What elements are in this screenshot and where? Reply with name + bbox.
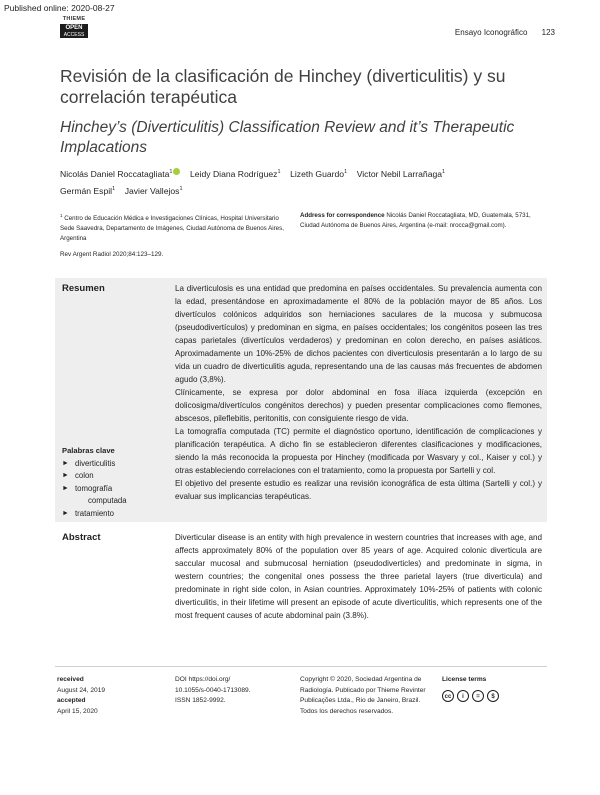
resumen-paragraph: La diverticulosis es una entidad que predomina en países occidentales. Su prevalencia aumenta con la edad, presentándose en aproximadamente el 80% de la población mayor de 85 años. Los divertículos colónicos adquiridos son herniaciones saculares de la mucosa y submucosa (pseudodivertículos) y predominan en sigma, en países occidentales; los congénitos poseen las tres capas parietales (divertículos verdaderos) y predominan en colon derecho, en países asiáticos. Aproximadamente un 10%-25% de dichos pacientes con diverticulosis presentarán a lo largo de su vida un cuadro de diverticulitis aguda, representando una de las causas más frecuentes de abdomen agudo (3,8%). bbox=[175, 284, 542, 384]
author-list bbox=[60, 165, 540, 199]
license-label: License terms bbox=[442, 676, 487, 683]
received-label: received bbox=[57, 676, 84, 683]
keyword-item[interactable]: ► tratamiento bbox=[62, 508, 127, 520]
page-number: 123 bbox=[541, 28, 555, 37]
resumen-paragraph: El objetivo del presente estudio es realizar una revisión iconográfica de esta última (Sartelli y col.) y evaluar sus implicancias terapéuticas. bbox=[175, 479, 542, 501]
footer-divider bbox=[55, 666, 547, 667]
logo-thieme-text: THIEME bbox=[62, 16, 86, 22]
issn: ISSN 1852-9992. bbox=[175, 697, 226, 705]
resumen-heading: Resumen bbox=[62, 283, 105, 294]
resumen-paragraph: Clínicamente, se expresa por dolor abdominal en fosa ilíaca izquierda (excepción en dolicosigma/divertículos congénitos derechos) y pueden presentar complicaciones como flemones, abscesos, pileflebitis, peritonitis, con consiguiente riesgo de vida. bbox=[175, 388, 542, 423]
affiliation: $^1$ Centro de Educación Médica e Investigaciones Clínicas, Hospital Universitario Sede Saavedra, Departamento de Imágenes, Ciudad Autónoma de Buenos Aires, Argentina bbox=[60, 213, 284, 242]
author[interactable]: Germán Espil$^1$ bbox=[60, 185, 116, 196]
author[interactable]: Leidy Diana Rodríguez$^1$ bbox=[190, 168, 281, 179]
arrow-right-icon: ► bbox=[62, 484, 69, 492]
title-spanish: Revisión de la clasificación de Hinchey (diverticulitis) y su correlación terapéutica bbox=[60, 66, 506, 107]
title-english: Hinchey’s (Diverticulitis) Classification Review and it’s Therapeutic Implacations bbox=[60, 119, 515, 156]
copyright-block: Copyright © 2020, Sociedad Argentina de Radiología. Publicado por Thieme Revinter Publicações Ltda., Rio de Janeiro, Brazil. Todos los derechos reservados. bbox=[300, 676, 426, 715]
correspondence bbox=[300, 211, 540, 231]
author[interactable]: Javier Vallejos$^1$ bbox=[124, 185, 183, 196]
author[interactable]: Lizeth Guardo$^1$ bbox=[290, 168, 348, 179]
correspondence-label: Address for correspondence bbox=[300, 212, 385, 219]
citation: Rev Argent Radiol 2020;84:123–129. bbox=[60, 251, 164, 258]
nd-icon[interactable]: = bbox=[472, 690, 484, 702]
doi-number[interactable]: 10.1055/s-0040-1713089. bbox=[175, 686, 251, 694]
orcid-icon[interactable] bbox=[173, 168, 180, 175]
arrow-right-icon: ► bbox=[62, 509, 69, 517]
received-date: August 24, 2019 bbox=[57, 686, 106, 694]
author[interactable]: Victor Nebil Larrañaga$^1$ bbox=[356, 168, 446, 179]
logo-access-text: ACCESS bbox=[60, 32, 88, 38]
keywords-list bbox=[62, 458, 127, 520]
keywords-heading: Palabras clave bbox=[62, 446, 115, 455]
nc-icon[interactable]: $ bbox=[487, 690, 499, 702]
published-online-date: Published online: 2020-08-27 bbox=[4, 3, 115, 13]
keyword-item[interactable]: ► tomografía computada bbox=[62, 483, 127, 506]
cc-icon[interactable]: cc bbox=[442, 690, 454, 702]
arrow-right-icon: ► bbox=[62, 472, 69, 480]
keyword-item[interactable]: ► colon bbox=[62, 470, 127, 482]
dates-block bbox=[57, 675, 157, 717]
section-name: Ensayo Iconográfico bbox=[454, 28, 528, 37]
doi-link[interactable]: DOI https://doi.org/ bbox=[175, 676, 231, 683]
logo-open-text: OPEN bbox=[60, 24, 88, 32]
keyword-item[interactable]: ► diverticulitis bbox=[62, 458, 127, 470]
correspondence-text[interactable]: Nicolás Daniel Roccatagliata, MD, Guatemala, 5731, Ciudad Autónoma de Buenos Aires, Argentina (e-mail: nrocca@gmail.com). bbox=[300, 212, 531, 229]
running-header bbox=[455, 28, 555, 37]
accepted-label: accepted bbox=[57, 697, 86, 705]
accepted-date: April 15, 2020 bbox=[57, 707, 98, 715]
license-block bbox=[442, 675, 532, 702]
resumen-body bbox=[175, 282, 542, 503]
abstract-heading: Abstract bbox=[62, 532, 101, 543]
license-icons[interactable] bbox=[442, 690, 532, 702]
doi-block bbox=[175, 675, 285, 707]
abstract-body: Diverticular disease is an entity with high prevalence in western countries that increases with age, and affects approximately 80% of the population over 85 years of age. Acquired colonic diverticula are saccular mucosal and submucosal herniation (pseudodiverticles) and predominate in sigma, in western countries; the congenital ones possess the three parietal layers (true diverticula) and predominate in right side colon, in Asian countries. Approximately 10%-25% of patients with colonic diverticulitis, in their lifetime will present an episode of acute diverticulitis, which represents one of the most frequent causes of acute abdominal pain (3.8%). bbox=[175, 533, 542, 620]
by-icon[interactable]: i bbox=[457, 690, 469, 702]
thieme-open-access-logo bbox=[60, 16, 88, 42]
resumen-paragraph: La tomografía computada (TC) permite el diagnóstico oportuno, identificación de complicaciones y planificación terapéutica. A dicho fin se establecieron diferentes clasificaciones y modificaciones, siendo la más reconocida la propuesta por Hinchey (modificada por Wasvary y col., Kaiser y col.) y otras estableciendo correlaciones con el tratamiento, como la propuesta por Sartelli y col. bbox=[175, 427, 542, 475]
arrow-right-icon: ► bbox=[62, 460, 69, 467]
author[interactable]: Nicolás Daniel Roccatagliata$^1$ bbox=[60, 169, 180, 179]
